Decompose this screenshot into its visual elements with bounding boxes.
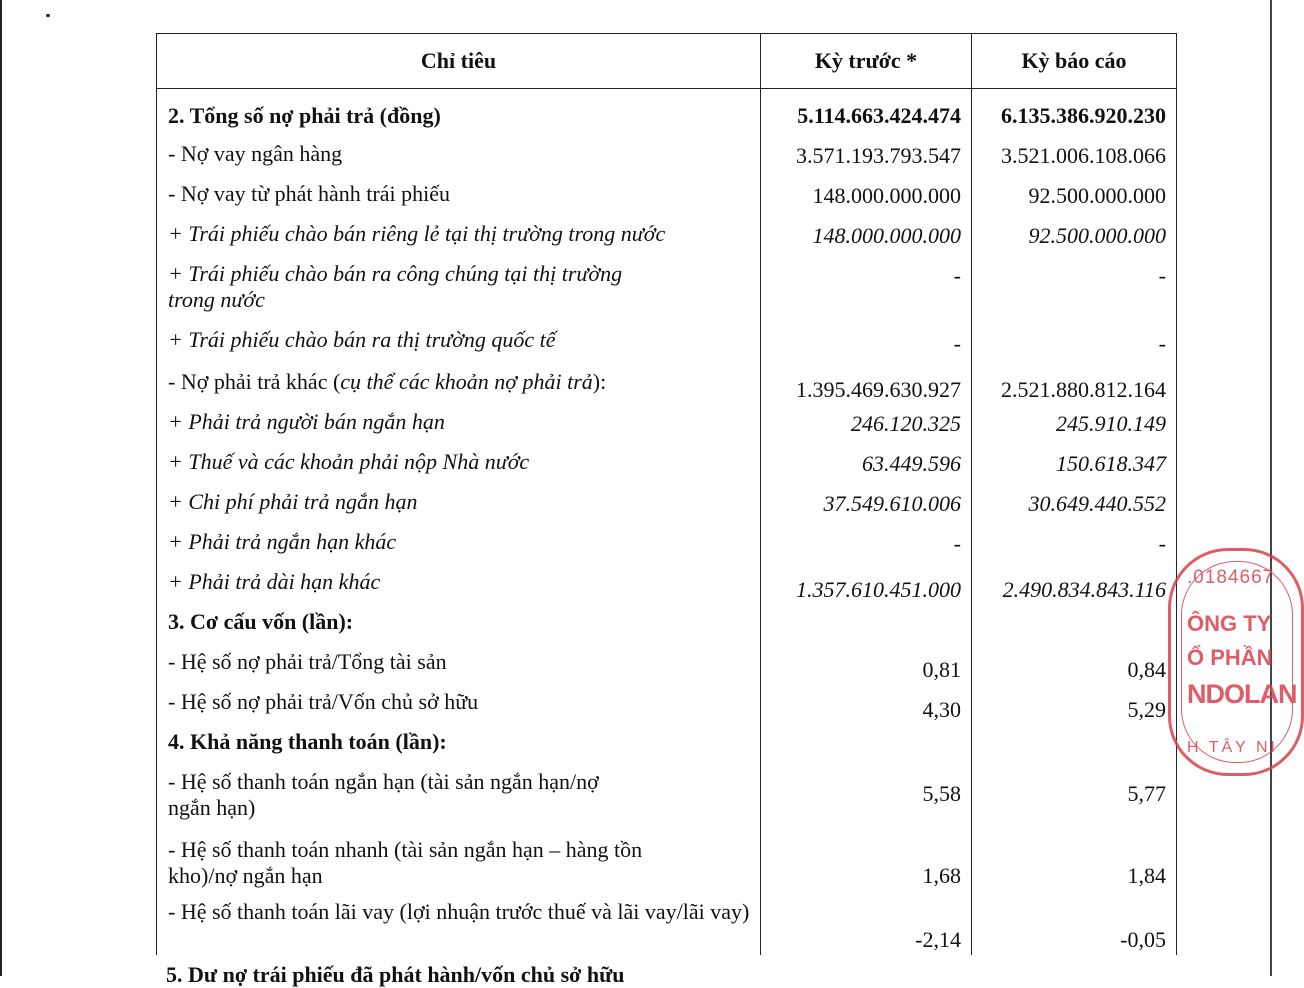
row-label: - Nợ vay ngân hàng <box>157 135 761 175</box>
report-value: 3.521.006.108.066 <box>972 135 1177 175</box>
company-seal <box>1168 548 1304 776</box>
prior-value: 63.449.596 <box>761 443 972 483</box>
table-row <box>157 483 1177 523</box>
financial-indicators-table <box>156 33 1177 955</box>
prior-value: - <box>761 255 972 321</box>
scan-speck <box>46 14 50 17</box>
row-label: - Hệ số thanh toán lãi vay (lợi nhuận trước thuế và lãi vay/lãi vay) <box>157 893 761 955</box>
header-report-period: Kỳ báo cáo <box>972 34 1177 89</box>
row-label: - Hệ số nợ phải trả/Tổng tài sản <box>157 643 761 683</box>
row-label: - Hệ số thanh toán ngắn hạn (tài sản ngắn hạn/nợ ngắn hạn) <box>157 763 761 831</box>
row-label: - Nợ vay từ phát hành trái phiếu <box>157 175 761 215</box>
prior-value: 0,81 <box>761 643 972 683</box>
header-indicator: Chỉ tiêu <box>157 34 761 89</box>
prior-value: 5,58 <box>761 763 972 831</box>
label-part: ): <box>592 369 607 394</box>
prior-value: 37.549.610.006 <box>761 483 972 523</box>
report-value: 5,77 <box>972 763 1177 831</box>
table-row <box>157 831 1177 893</box>
report-value: 2.521.880.812.164 <box>972 363 1177 403</box>
table-row <box>157 175 1177 215</box>
prior-value: 4,30 <box>761 683 972 723</box>
label-part: - Nợ phải trả khác ( <box>168 369 341 394</box>
prior-value: 246.120.325 <box>761 403 972 443</box>
report-value: - <box>972 255 1177 321</box>
table-row <box>157 683 1177 723</box>
table-row <box>157 763 1177 831</box>
report-value <box>972 723 1177 763</box>
report-value: - <box>972 321 1177 363</box>
row-label: 2. Tổng số nợ phải trả (đồng) <box>157 89 761 136</box>
prior-value: 3.571.193.793.547 <box>761 135 972 175</box>
prior-value: 1.357.610.451.000 <box>761 563 972 603</box>
row-label: + Phải trả người bán ngắn hạn <box>157 403 761 443</box>
prior-value <box>761 723 972 763</box>
prior-value: 148.000.000.000 <box>761 175 972 215</box>
report-value: 0,84 <box>972 643 1177 683</box>
prior-value: 1,68 <box>761 831 972 893</box>
table-row <box>157 893 1177 955</box>
table-row <box>157 321 1177 363</box>
report-value: 150.618.347 <box>972 443 1177 483</box>
row-label: 3. Cơ cấu vốn (lần): <box>157 603 761 643</box>
label-part-italic: cụ thể các khoản nợ phải trả <box>340 369 593 394</box>
report-value: 30.649.440.552 <box>972 483 1177 523</box>
row-label: + Trái phiếu chào bán ra công chúng tại thị trường trong nước <box>157 255 761 321</box>
report-value: 6.135.386.920.230 <box>972 89 1177 136</box>
cut-off-row-label: 5. Dư nợ trái phiếu đã phát hành/vốn chủ sở hữu <box>166 962 625 987</box>
table-row <box>157 563 1177 603</box>
table-row <box>157 215 1177 255</box>
prior-value: 5.114.663.424.474 <box>761 89 972 136</box>
report-value: -0,05 <box>972 893 1177 955</box>
row-label: + Trái phiếu chào bán riêng lẻ tại thị trường trong nước <box>157 215 761 255</box>
seal-text: H TÂY NI <box>1187 739 1278 756</box>
row-label: - Hệ số thanh toán nhanh (tài sản ngắn hạn – hàng tồn kho)/nợ ngắn hạn <box>157 831 761 893</box>
report-value: 92.500.000.000 <box>972 175 1177 215</box>
prior-value: - <box>761 321 972 363</box>
table-row <box>157 523 1177 563</box>
page-edge-right <box>1270 0 1272 976</box>
table-row <box>157 255 1177 321</box>
report-value: 92.500.000.000 <box>972 215 1177 255</box>
table-row <box>157 603 1177 643</box>
row-label: + Trái phiếu chào bán ra thị trường quốc tế <box>157 321 761 363</box>
report-value: 245.910.149 <box>972 403 1177 443</box>
seal-text: .0184667 <box>1187 567 1275 588</box>
report-value: 2.490.834.843.116 <box>972 563 1177 603</box>
row-label: + Chi phí phải trả ngắn hạn <box>157 483 761 523</box>
row-label: + Thuế và các khoản phải nộp Nhà nước <box>157 443 761 483</box>
prior-value: - <box>761 523 972 563</box>
table-row <box>157 723 1177 763</box>
seal-text: ÔNG TY <box>1187 611 1272 636</box>
row-label <box>157 363 761 403</box>
report-value: 1,84 <box>972 831 1177 893</box>
seal-text: NDOLAN <box>1187 679 1297 709</box>
report-value: 5,29 <box>972 683 1177 723</box>
report-value: - <box>972 523 1177 563</box>
table-row <box>157 403 1177 443</box>
table-header-row <box>157 34 1177 89</box>
prior-value <box>761 603 972 643</box>
table-row <box>157 135 1177 175</box>
prior-value: 1.395.469.630.927 <box>761 363 972 403</box>
table-row <box>157 89 1177 136</box>
page-edge-left <box>0 0 2 976</box>
report-value <box>972 603 1177 643</box>
row-label: - Hệ số nợ phải trả/Vốn chủ sở hữu <box>157 683 761 723</box>
table-row <box>157 643 1177 683</box>
prior-value: -2,14 <box>761 893 972 955</box>
table-row <box>157 363 1177 403</box>
table-row <box>157 443 1177 483</box>
prior-value: 148.000.000.000 <box>761 215 972 255</box>
row-label: + Phải trả ngắn hạn khác <box>157 523 761 563</box>
row-label: 4. Khả năng thanh toán (lần): <box>157 723 761 763</box>
seal-text: Ổ PHẦN <box>1187 645 1273 670</box>
header-prior-period: Kỳ trước * <box>761 34 972 89</box>
row-label: + Phải trả dài hạn khác <box>157 563 761 603</box>
